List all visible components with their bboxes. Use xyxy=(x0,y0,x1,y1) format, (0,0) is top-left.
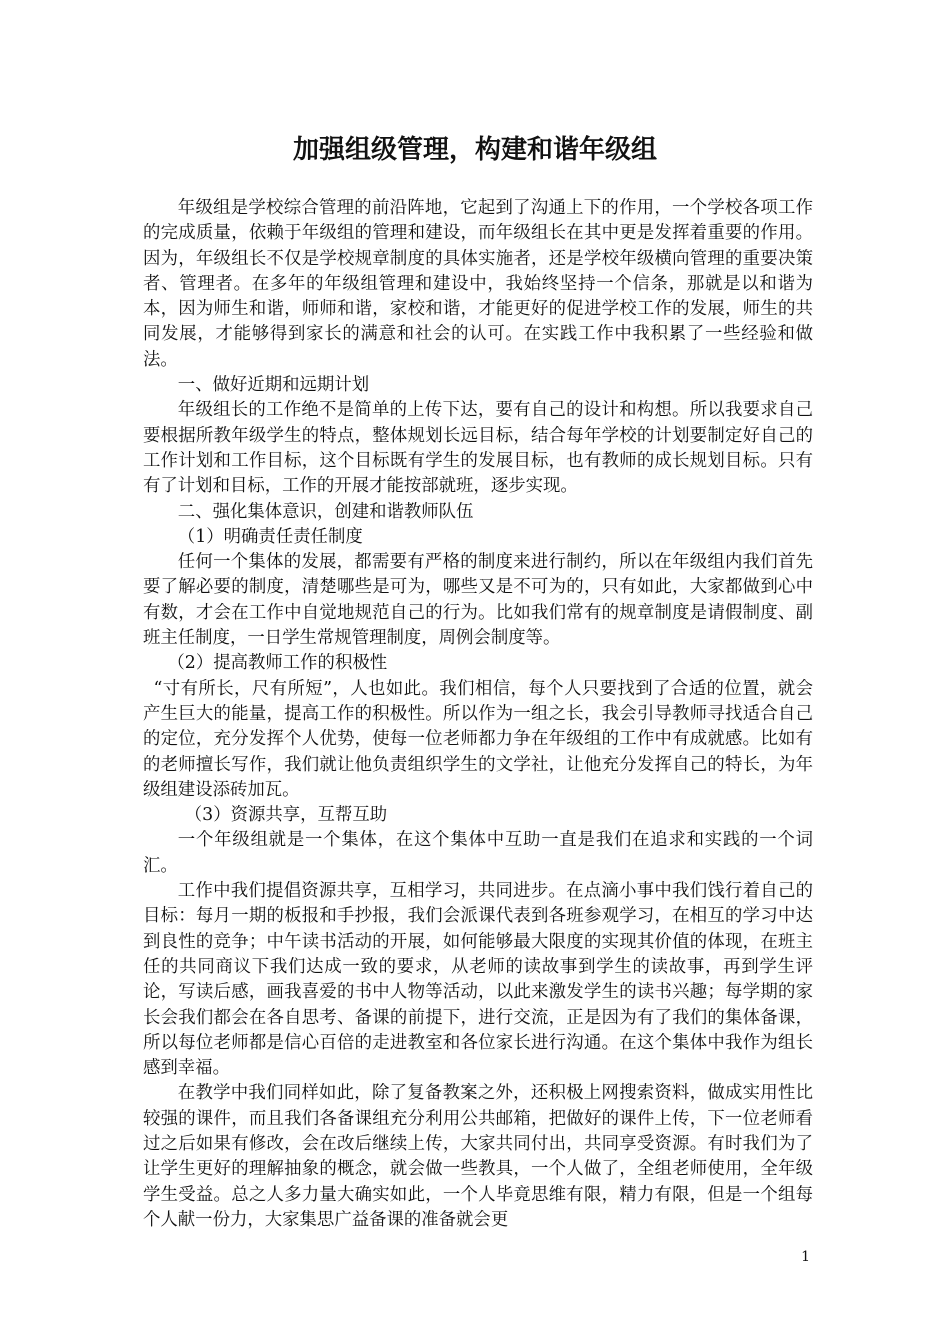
paragraph-collective: 一个年级组就是一个集体，在这个集体中互助一直是我们在追求和实践的一个词汇。 xyxy=(143,830,813,876)
subheading-2: （2）提高教师工作的积极性 xyxy=(167,653,388,674)
paragraph-teaching: 在教学中我们同样如此，除了复备教案之外，还积极上网搜索资料，做成实用性比较强的课件，而且我们各备课组充分利用公共邮箱，把做好的课件上传，下一位老师看过之后如果有修改，会在改后继续上传，大家共同付出，共同享受资源。有时我们为了让学生更好的理解抽象的概念，就会做一些教具，一个人做了，全组老师使用，全年级学生受益。总之人多力量大确实如此，一个人毕竟思维有限，精力有限，但是一个组每个人献一份力，大家集思广益备课的准备就会更 xyxy=(143,1083,813,1230)
paragraph-system: 任何一个集体的发展，都需要有严格的制度来进行制约，所以在年级组内我们首先要了解必要的制度，清楚哪些是可为，哪些又是不可为的，只有如此，大家都做到心中有数，才会在工作中自觉地规范自己的行为。比如我们常有的规章制度是请假制度、副班主任制度，一日学生常规管理制度，周例会制度等。 xyxy=(143,552,813,649)
document-body xyxy=(143,196,813,1233)
section-heading-2: 二、强化集体意识，创建和谐教师队伍 xyxy=(177,501,474,522)
document-title: 加强组级管理，构建和谐年级组 xyxy=(292,135,657,165)
paragraph-sharing: 工作中我们提倡资源共享，互相学习，共同进步。在点滴小事中我们饯行着自己的目标：每月一期的板报和手抄报，我们会派课代表到各班参观学习，在相互的学习中达到良性的竞争；中午读书活动的开展，如何能够最大限度的实现其价值的体现，在班主任的共同商议下我们达成一致的要求，从老师的读故事到学生的读故事，再到学生评论，写读后感，画我喜爱的书中人物等活动，以此来激发学生的读书兴趣；每学期的家长会我们都会在各自思考、备课的前提下，进行交流，正是因为有了我们的集体备课，所以每位老师都是信心百倍的走进教室和各位家长进行沟通。在这个集体中我作为组长感到幸福。 xyxy=(143,881,813,1079)
section-heading-1: 一、做好近期和远期计划 xyxy=(177,375,370,396)
paragraph-motivation: “寸有所长，尺有所短”，人也如此。我们相信，每个人只要找到了合适的位置，就会产生巨大的能量，提高工作的积极性。所以作为一组之长，我会引导教师寻找适合自己的定位，充分发挥个人优势，使每一位老师都力争在年级组的工作中有成就感。比如有的老师擅长写作，我们就让他负责组织学生的文学社，让他充分发挥自己的特长，为年级组建设添砖加瓦。 xyxy=(143,678,813,800)
subheading-1: （1）明确责任责任制度 xyxy=(177,526,363,547)
page-number: 1 xyxy=(801,1249,810,1265)
subheading-3: （3）资源共享，互帮互助 xyxy=(184,805,388,826)
paragraph-intro: 年级组是学校综合管理的前沿阵地，它起到了沟通上下的作用，一个学校各项工作的完成质量，依赖于年级组的管理和建设，而年级组长在其中更是发挥着重要的作用。因为，年级组长不仅是学校规章制度的具体实施者，还是学校年级横向管理的重要决策者、管理者。在多年的年级组管理和建设中，我始终坚持一个信条，那就是以和谐为本，因为师生和谐，师师和谐，家校和谐，才能更好的促进学校工作的发展，师生的共同发展，才能够得到家长的满意和社会的认可。在实践工作中我积累了一些经验和做法。 xyxy=(143,198,813,370)
paragraph-plan: 年级组长的工作绝不是简单的上传下达，要有自己的设计和构想。所以我要求自己要根据所教年级学生的特点，整体规划长远目标，结合每年学校的计划要制定好自己的工作计划和工作目标，这个目标既有学生的发展目标，也有教师的成长规划目标。只有有了计划和目标，工作的开展才能按部就班，逐步实现。 xyxy=(143,400,813,497)
